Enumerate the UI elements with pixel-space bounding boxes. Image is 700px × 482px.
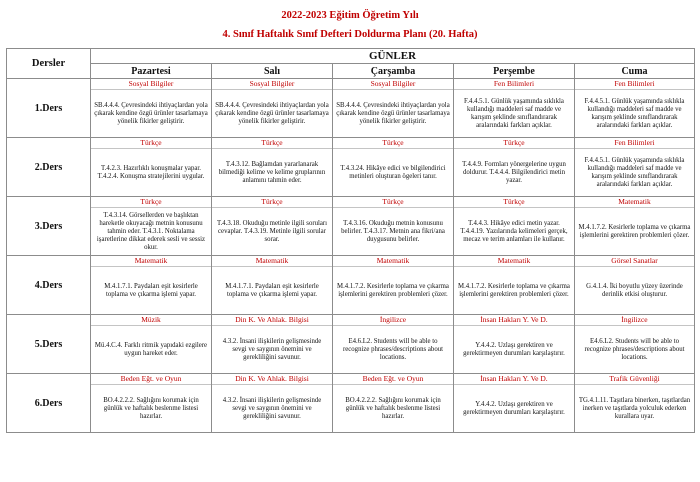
- lesson-cell: [454, 79, 575, 138]
- outcome-text: T.4.3.16. Okuduğu metnin konusunu belirler. T.4.3.17. Metnin ana fikri/ana duygusunu belirler.: [341, 219, 445, 243]
- outcome-text: T.4.3.14. Görsellerden ve başlıktan hareketle okuyacağı metnin konusunu tahmin eder. T.4.3.1. Noktalama işaretlerine dikkat ederek sesli ve sessiz okur.: [96, 211, 206, 251]
- subject-label: İngilizce: [333, 315, 453, 326]
- subject-label: Fen Bilimleri: [454, 79, 574, 90]
- subject-label: Türkçe: [91, 197, 211, 208]
- subject-label: Türkçe: [333, 138, 453, 149]
- lesson-cell: [333, 197, 454, 256]
- lesson-cell: [575, 256, 695, 315]
- subject-label: Fen Bilimleri: [575, 79, 694, 90]
- lesson-cell: [575, 79, 695, 138]
- row-label: 2.Ders: [7, 138, 91, 197]
- lesson-cell: [333, 374, 454, 433]
- table-row: [7, 374, 695, 433]
- subject-label: Trafik Güvenliği: [575, 374, 694, 385]
- lesson-cell: [454, 315, 575, 374]
- row-label: 5.Ders: [7, 315, 91, 374]
- subject-label: Türkçe: [454, 197, 574, 208]
- lesson-cell: [212, 79, 333, 138]
- lesson-cell: [575, 138, 695, 197]
- subject-label: Din K. Ve Ahlak. Bilgisi: [212, 374, 332, 385]
- subject-label: Fen Bilimleri: [575, 138, 694, 149]
- lesson-cell: [454, 138, 575, 197]
- outcome-text: T.4.4.9. Formları yönergelerine uygun doldurur. T.4.4.4. Bilgilendirici metin yazar.: [462, 160, 566, 184]
- subject-label: İnsan Hakları Y. Ve D.: [454, 374, 574, 385]
- row-label: 3.Ders: [7, 197, 91, 256]
- subject-label: Beden Eğt. ve Oyun: [91, 374, 211, 385]
- page-subtitle: 4. Sınıf Haftalık Sınıf Defteri Doldurma Planı (20. Hafta): [222, 29, 478, 40]
- outcome-text: T.4.3.24. Hikâye edici ve bilgilendirici metinleri oluşturan ögeleri tanır.: [340, 164, 446, 180]
- outcome-text: SB.4.4.4. Çevresindeki ihtiyaçlardan yola çıkarak kendine özgü ürünler tasarlamaya yönelik fikirler geliştirir.: [336, 101, 450, 125]
- subject-label: İngilizce: [575, 315, 694, 326]
- table-row: [7, 315, 695, 374]
- outcome-text: SB.4.4.4. Çevresindeki ihtiyaçlardan yola çıkarak kendine özgü ürünler tasarlamaya yönelik fikirler geliştirir.: [215, 101, 329, 125]
- lesson-cell: [212, 315, 333, 374]
- lesson-cell: [575, 374, 695, 433]
- subject-label: Türkçe: [91, 138, 211, 149]
- lesson-cell: [212, 256, 333, 315]
- header: [0, 0, 700, 40]
- lesson-cell: [91, 374, 212, 433]
- outcome-text: Y.4.4.2. Uzlaşı gerektiren ve gerektirmeyen durumları karşılaştırır.: [463, 400, 565, 416]
- lesson-cell: [212, 197, 333, 256]
- day-header-friday: Cuma: [575, 64, 695, 79]
- lesson-cell: [333, 79, 454, 138]
- outcome-text: BO.4.2.2.2. Sağlığını korumak için günlük ve haftalık beslenme listesi hazırlar.: [103, 396, 199, 420]
- subject-label: Din K. Ve Ahlak. Bilgisi: [212, 315, 332, 326]
- outcome-text: Mü.4.C.4. Farklı ritmik yapıdaki ezgilere uygun hareket eder.: [94, 341, 208, 357]
- outcome-text: 4.3.2. İnsani ilişkilerin gelişmesinde sevgi ve saygının önemini ve gerekliliğini savunur.: [222, 337, 322, 361]
- outcome-text: T.4.4.3. Hikâye edici metin yazar. T.4.4.19. Yazılarında kelimeleri gerçek, mecaz ve terim anlamları ile kullanır.: [460, 219, 568, 243]
- weekly-plan-table: [6, 48, 695, 433]
- outcome-text: M.4.1.7.2. Kesirlerle toplama ve çıkarma işlemlerini gerektiren problemleri çözer.: [458, 282, 570, 298]
- subject-label: Türkçe: [212, 138, 332, 149]
- day-header-monday: Pazartesi: [91, 64, 212, 79]
- outcome-text: E4.6.L2. Students will be able to recognize phrases/descriptions about locations.: [342, 337, 444, 361]
- lesson-cell: [91, 197, 212, 256]
- outcome-text: E4.6.L2. Students will be able to recognize phrases/descriptions about locations.: [584, 337, 685, 361]
- outcome-text: F.4.4.5.1. Günlük yaşamında sıklıkla kullandığı maddeleri saf madde ve karışım şeklinde sınıflandırarak aralarındaki farkları açıklar.: [464, 97, 564, 129]
- lesson-cell: [91, 79, 212, 138]
- outcome-text: Y.4.4.2. Uzlaşı gerektiren ve gerektirmeyen durumları karşılaştırır.: [463, 341, 565, 357]
- subject-label: Türkçe: [333, 197, 453, 208]
- outcome-text: T.4.3.12. Bağlamdan yararlanarak bilmediği kelime ve kelime gruplarının anlamını tahmin eder.: [218, 160, 326, 184]
- lesson-cell: [575, 315, 695, 374]
- lesson-cell: [91, 256, 212, 315]
- subject-label: Matematik: [575, 197, 694, 208]
- outcome-text: 4.3.2. İnsani ilişkilerin gelişmesinde sevgi ve saygının önemini ve gerekliliğini savunur.: [222, 396, 322, 420]
- page-title: 2022-2023 Eğitim Öğretim Yılı: [281, 10, 419, 21]
- subject-label: Beden Eğt. ve Oyun: [333, 374, 453, 385]
- outcome-text: TG.4.1.11. Taşıtlara binerken, taşıtlardan inerken ve taşıtlarda yolculuk ederken kurallara uyar.: [578, 396, 691, 420]
- outcome-text: F.4.4.5.1. Günlük yaşamında sıklıkla kullandığı maddeleri saf madde ve karışım şeklinde sınıflandırarak aralarındaki farkları açıklar.: [584, 97, 685, 129]
- lesson-cell: [333, 256, 454, 315]
- outcome-text: M.4.1.7.2. Kesirlerle toplama ve çıkarma işlemlerini gerektiren problemleri çözer.: [578, 223, 691, 239]
- outcome-text: BO.4.2.2.2. Sağlığını korumak için günlük ve haftalık beslenme listesi hazırlar.: [345, 396, 441, 420]
- outcome-text: M.4.1.7.1. Paydaları eşit kesirlerle toplama ve çıkarma işlemi yapar.: [225, 282, 319, 298]
- outcome-text: M.4.1.7.2. Kesirlerle toplama ve çıkarma işlemlerini gerektiren problemleri çözer.: [337, 282, 449, 298]
- outcome-text: M.4.1.7.1. Paydaları eşit kesirlerle toplama ve çıkarma işlemi yapar.: [104, 282, 198, 298]
- lesson-cell: [454, 374, 575, 433]
- subject-label: Matematik: [212, 256, 332, 267]
- outcome-text: SB.4.4.4. Çevresindeki ihtiyaçlardan yola çıkarak kendine özgü ürünler tasarlamaya yönelik fikirler geliştirir.: [94, 101, 208, 125]
- outcome-text: T.4.2.3. Hazırlıklı konuşmalar yapar. T.4.2.4. Konuşma stratejilerini uygular.: [97, 164, 205, 180]
- subject-label: Türkçe: [454, 138, 574, 149]
- day-header-tuesday: Salı: [212, 64, 333, 79]
- lesson-cell: [333, 138, 454, 197]
- row-label: 6.Ders: [7, 374, 91, 433]
- outcome-text: G.4.1.4. İki boyutlu yüzey üzerinde derinlik etkisi oluşturur.: [586, 282, 683, 298]
- table-row: [7, 197, 695, 256]
- table-row: [7, 79, 695, 138]
- lesson-cell: [575, 197, 695, 256]
- lesson-cell: [91, 315, 212, 374]
- dersler-header: Dersler: [7, 49, 91, 79]
- row-label: 4.Ders: [7, 256, 91, 315]
- subject-label: Matematik: [91, 256, 211, 267]
- lesson-cell: [91, 138, 212, 197]
- subject-label: Müzik: [91, 315, 211, 326]
- subject-label: Matematik: [333, 256, 453, 267]
- lesson-cell: [454, 256, 575, 315]
- row-label: 1.Ders: [7, 79, 91, 138]
- day-header-wednesday: Çarşamba: [333, 64, 454, 79]
- subject-label: Matematik: [454, 256, 574, 267]
- lesson-cell: [333, 315, 454, 374]
- day-header-thursday: Perşembe: [454, 64, 575, 79]
- outcome-text: F.4.4.5.1. Günlük yaşamında sıklıkla kullandığı maddeleri saf madde ve karışım şeklinde sınıflandırarak aralarındaki farkları açıklar.: [584, 156, 685, 188]
- lesson-cell: [212, 138, 333, 197]
- subject-label: İnsan Hakları Y. Ve D.: [454, 315, 574, 326]
- gunler-header: GÜNLER: [91, 49, 695, 64]
- subject-label: Türkçe: [212, 197, 332, 208]
- lesson-cell: [212, 374, 333, 433]
- table-row: [7, 256, 695, 315]
- subject-label: Sosyal Bilgiler: [212, 79, 332, 90]
- table-row: [7, 138, 695, 197]
- subject-label: Sosyal Bilgiler: [91, 79, 211, 90]
- outcome-text: T.4.3.18. Okuduğu metinle ilgili soruları cevaplar. T.4.3.19. Metinle ilgili sorular sorar.: [216, 219, 328, 243]
- subject-label: Görsel Sanatlar: [575, 256, 694, 267]
- subject-label: Sosyal Bilgiler: [333, 79, 453, 90]
- lesson-cell: [454, 197, 575, 256]
